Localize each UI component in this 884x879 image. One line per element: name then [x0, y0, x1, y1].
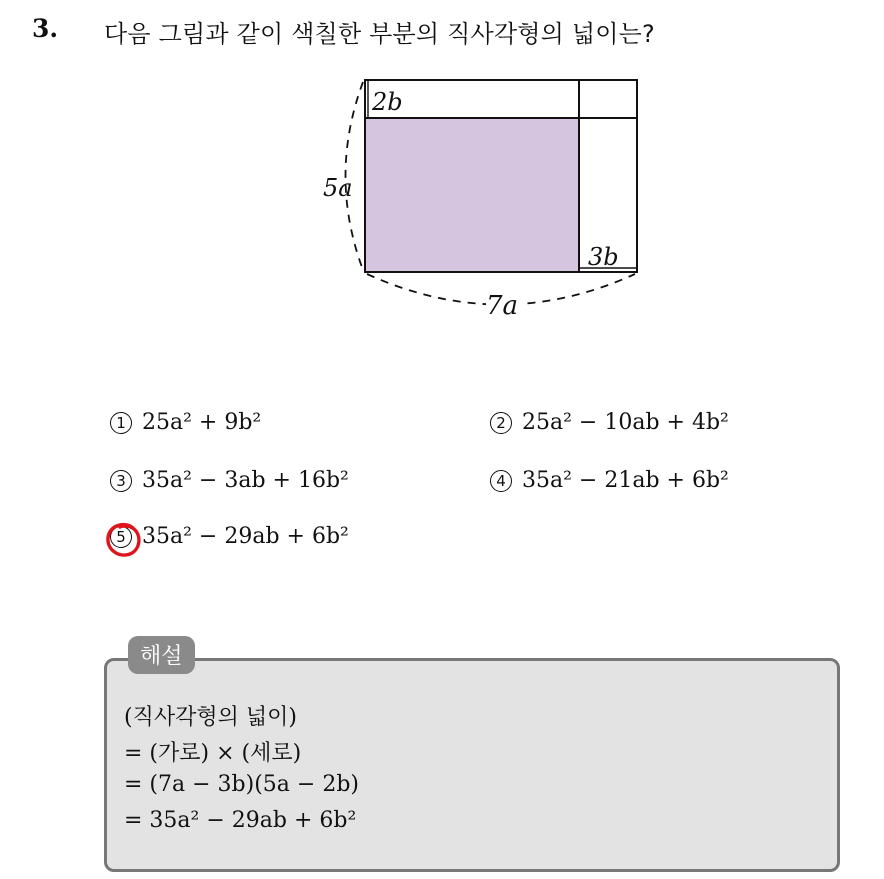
label-top-2b: 2b: [372, 88, 403, 116]
choice-expression: 25a² + 9b²: [142, 410, 262, 435]
solution-line-3: = (7a − 3b)(5a − 2b): [124, 772, 359, 797]
choice-expression: 35a² − 21ab + 6b²: [522, 468, 729, 493]
choice-2[interactable]: [490, 410, 729, 435]
choice-number: 3: [110, 470, 132, 492]
choice-number: 4: [490, 470, 512, 492]
label-right-3b: 3b: [588, 243, 619, 271]
question-number: 3.: [32, 14, 59, 43]
question-text: 다음 그림과 같이 색칠한 부분의 직사각형의 넓이는?: [104, 20, 655, 48]
answer-circle-mark: [103, 519, 145, 561]
choice-number: 5: [110, 526, 132, 548]
solution-line-4: = 35a² − 29ab + 6b²: [124, 808, 357, 833]
choice-expression: 35a² − 29ab + 6b²: [142, 524, 349, 549]
choice-3[interactable]: [110, 468, 349, 493]
label-left-5a: 5a: [323, 174, 353, 202]
solution-tag: 해설: [128, 636, 195, 674]
choice-expression: 35a² − 3ab + 16b²: [142, 468, 349, 493]
shaded-rectangle: [365, 118, 579, 272]
choice-number: 2: [490, 412, 512, 434]
solution-line-2: = (가로) × (세로): [124, 741, 302, 766]
solution-line-1: (직사각형의 넓이): [124, 705, 297, 730]
choice-expression: 25a² − 10ab + 4b²: [522, 410, 729, 435]
choice-1[interactable]: [110, 410, 261, 435]
choice-5[interactable]: [110, 524, 349, 549]
choice-4[interactable]: [490, 468, 729, 493]
rectangle-figure: [300, 60, 660, 330]
choice-number: 1: [110, 412, 132, 434]
label-bottom-7a: 7a: [486, 291, 519, 321]
